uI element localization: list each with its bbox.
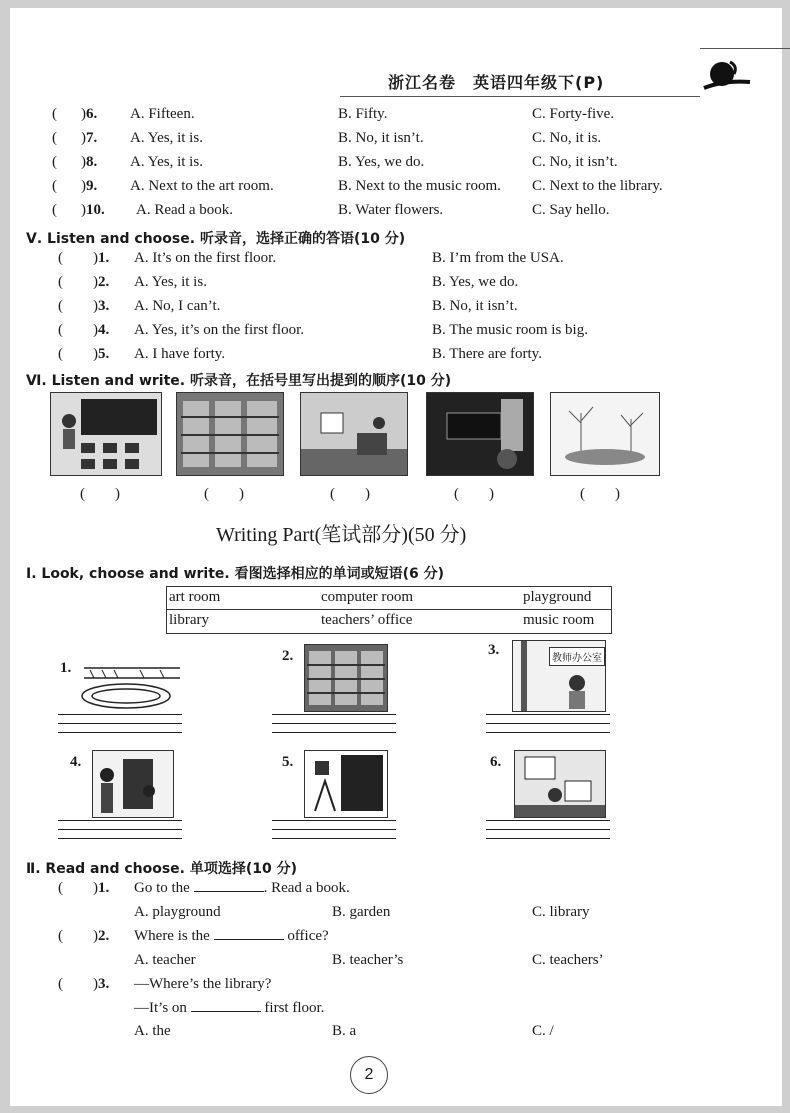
option-c: C. teachers’ [532,952,604,968]
classroom-picture [50,392,162,476]
option-a: A. Yes, it is. [134,274,207,290]
answer-lines [58,714,182,741]
writing-section-ii-title: Ⅱ. Read and choose. 单项选择(10 分) [26,861,298,877]
list-item: ( )9. [52,178,98,194]
section-vi-title: Ⅵ. Listen and write. 听录音，在括号里写出提到的顺序(10 分) [26,373,452,389]
header-underline [340,96,700,98]
computer-room-picture [514,750,606,818]
option-a: A. I have forty. [134,346,226,362]
list-item: ( )10. [52,202,105,218]
option-c: C. / [532,1023,554,1039]
word-bank [166,586,612,634]
list-item: ( )2. [58,274,110,290]
picture-number: 3. [488,642,500,658]
publisher-logo [700,52,760,102]
picture-number: 4. [70,754,82,770]
teachers-office-picture [512,640,606,712]
list-item: ( )8. [52,154,98,170]
garden-picture [550,392,660,476]
art-room-picture [304,750,388,818]
list-item: ( )3. [58,298,110,314]
option-b: B. The music room is big. [432,322,588,338]
option-a: A. Yes, it’s on the first floor. [134,322,305,338]
picture-number: 2. [282,648,294,664]
answer-paren: ( ) [580,486,620,502]
option-a: A. teacher [134,952,196,968]
writing-part-title: Writing Part(笔试部分)(50 分) [216,524,467,546]
list-item: ( )1. [58,250,110,266]
word-bank-item: playground [523,589,592,605]
option-a: A. Next to the art room. [130,178,274,194]
word-bank-item: teachers’ office [321,612,413,628]
option-c: C. Next to the library. [532,178,663,194]
option-a: A. Yes, it is. [130,130,203,146]
answer-lines [58,820,182,847]
option-b: B. teacher’s [332,952,404,968]
fill-blank[interactable] [191,1011,261,1012]
list-item: ( )1. [58,880,110,896]
option-b: B. Yes, we do. [338,154,425,170]
music-room-picture [92,750,174,818]
list-item: ( )4. [58,322,110,338]
word-bank-item: art room [169,589,221,605]
list-item: ( )3. [58,976,110,992]
option-c: C. No, it isn’t. [532,154,618,170]
option-b: B. garden [332,904,391,920]
picture-number: 1. [60,660,72,676]
question-text: —Where’s the library? [134,976,272,992]
answer-lines [272,820,396,847]
option-a: A. Read a book. [136,202,234,218]
list-item: ( )5. [58,346,110,362]
fill-blank[interactable] [214,939,284,940]
answer-paren: ( ) [454,486,494,502]
question-text: —It’s on first floor. [134,1000,325,1016]
option-b: B. No, it isn’t. [338,130,424,146]
worksheet-page [10,8,782,1106]
option-c: C. library [532,904,590,920]
option-b: B. There are forty. [432,346,542,362]
header-title: 浙江名卷 英语四年级下(P) [388,73,605,92]
answer-lines [486,820,610,847]
option-b: B. Fifty. [338,106,388,122]
answer-lines [272,714,396,741]
option-a: A. playground [134,904,221,920]
option-c: C. Say hello. [532,202,610,218]
list-item: ( )2. [58,928,110,944]
word-bank-item: music room [523,612,595,628]
word-bank-item: library [169,612,209,628]
option-b: B. I’m from the USA. [432,250,564,266]
music-room-picture [426,392,534,476]
option-c: C. Forty-five. [532,106,615,122]
option-a: A. It’s on the first floor. [134,250,277,266]
question-text: Go to the . Read a book. [134,880,350,896]
option-a: A. the [134,1023,171,1039]
header-rule [700,48,790,50]
library-picture [304,644,388,712]
teachers-office-picture [300,392,408,476]
list-item: ( )7. [52,130,98,146]
option-a: A. No, I can’t. [134,298,221,314]
option-b: B. Water flowers. [338,202,444,218]
page-number: 2 [350,1056,388,1094]
picture-number: 5. [282,754,294,770]
picture-number: 6. [490,754,502,770]
list-item: ( )6. [52,106,98,122]
playground-picture [80,656,182,712]
answer-paren: ( ) [330,486,370,502]
option-b: B. a [332,1023,357,1039]
option-b: B. No, it isn’t. [432,298,518,314]
writing-section-i-title: Ⅰ. Look, choose and write. 看图选择相应的单词或短语(6 分) [26,566,445,582]
word-bank-item: computer room [321,589,414,605]
question-text: Where is the office? [134,928,329,944]
answer-paren: ( ) [204,486,244,502]
option-c: C. No, it is. [532,130,602,146]
option-a: A. Fifteen. [130,106,195,122]
office-sign: 教师办公室 [549,647,605,666]
answer-lines [486,714,610,741]
library-picture [176,392,284,476]
option-a: A. Yes, it is. [130,154,203,170]
answer-paren: ( ) [80,486,120,502]
section-v-title: Ⅴ. Listen and choose. 听录音，选择正确的答语(10 分) [26,231,406,247]
fill-blank[interactable] [194,891,264,892]
option-b: B. Next to the music room. [338,178,501,194]
option-b: B. Yes, we do. [432,274,519,290]
